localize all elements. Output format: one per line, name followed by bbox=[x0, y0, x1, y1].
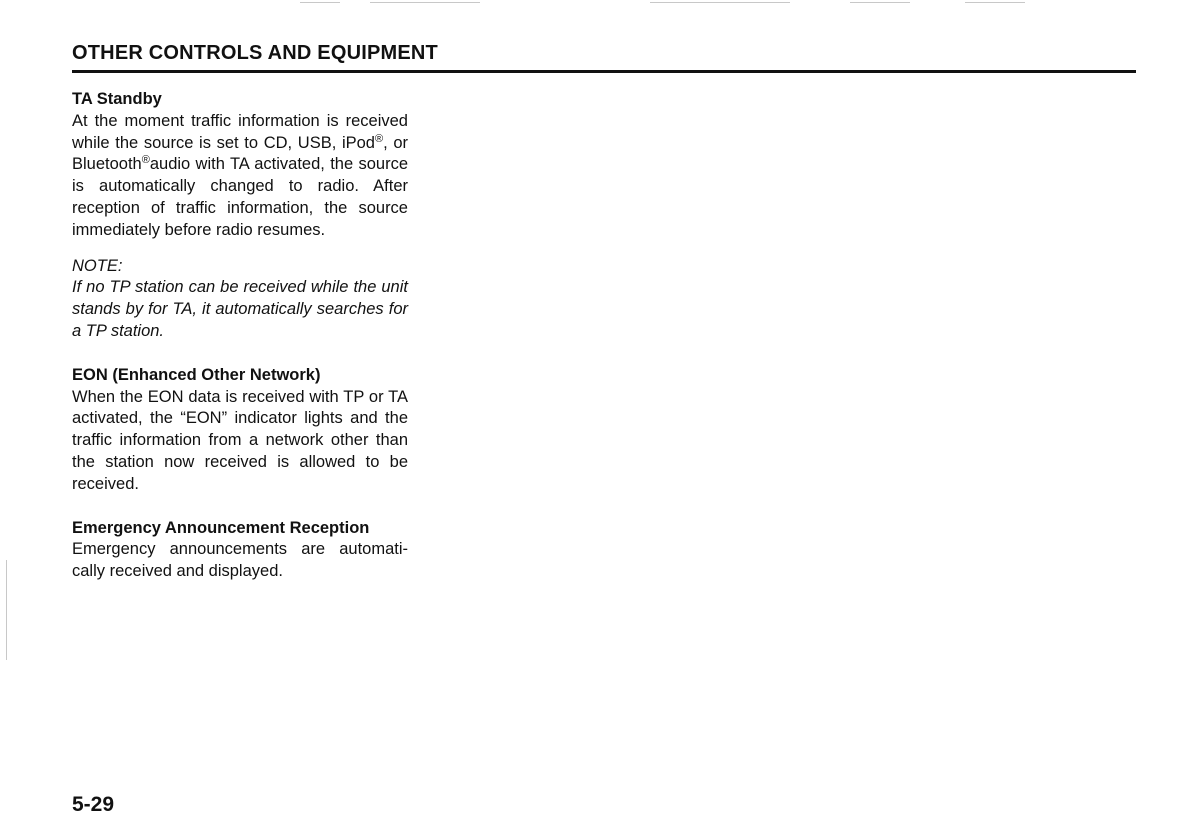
section-ta-standby bbox=[72, 89, 408, 343]
section-eon bbox=[72, 365, 408, 496]
section-heading-eon: EON (Enhanced Other Network) bbox=[72, 365, 321, 384]
ta-standby-body-part3: audio with TA activated, the source is automatically changed to radio. After reception of traffic information, the source immediately before radio resumes. bbox=[72, 155, 408, 239]
registered-mark: ® bbox=[141, 154, 150, 167]
page-number: 5-29 bbox=[72, 793, 115, 816]
scan-mark bbox=[300, 2, 340, 3]
page-header-title: OTHER CONTROLS AND EQUIPMENT bbox=[72, 42, 438, 64]
note-text: If no TP station can be received while the unit stands by for TA, it automatically searches for a TP station. bbox=[72, 278, 408, 340]
emergency-body: Emergency announcements are automati-cally received and displayed. bbox=[72, 540, 408, 581]
registered-mark: ® bbox=[374, 132, 384, 145]
scan-mark bbox=[370, 2, 480, 3]
content-column bbox=[72, 89, 408, 583]
scan-mark bbox=[965, 2, 1025, 3]
header-rule bbox=[72, 70, 1136, 73]
scan-mark bbox=[650, 2, 790, 3]
scan-mark bbox=[6, 560, 7, 660]
ta-standby-body bbox=[72, 111, 408, 242]
note-label: NOTE: bbox=[72, 256, 123, 275]
ta-standby-body-part1: At the moment traffic information is received while the source is set to CD, USB, iPod bbox=[72, 111, 408, 152]
ta-standby-body-part2: , or Bluetooth bbox=[72, 133, 409, 174]
section-heading-ta-standby: TA Standby bbox=[72, 90, 162, 108]
section-heading-emergency: Emergency Announcement Reception bbox=[72, 518, 370, 537]
section-emergency bbox=[72, 518, 408, 583]
eon-body: When the EON data is received with TP or TA activated, the “EON” indicator lights and the traffic information from a network other than the station now received is allowed to be received. bbox=[72, 387, 408, 493]
scan-mark bbox=[850, 2, 910, 3]
